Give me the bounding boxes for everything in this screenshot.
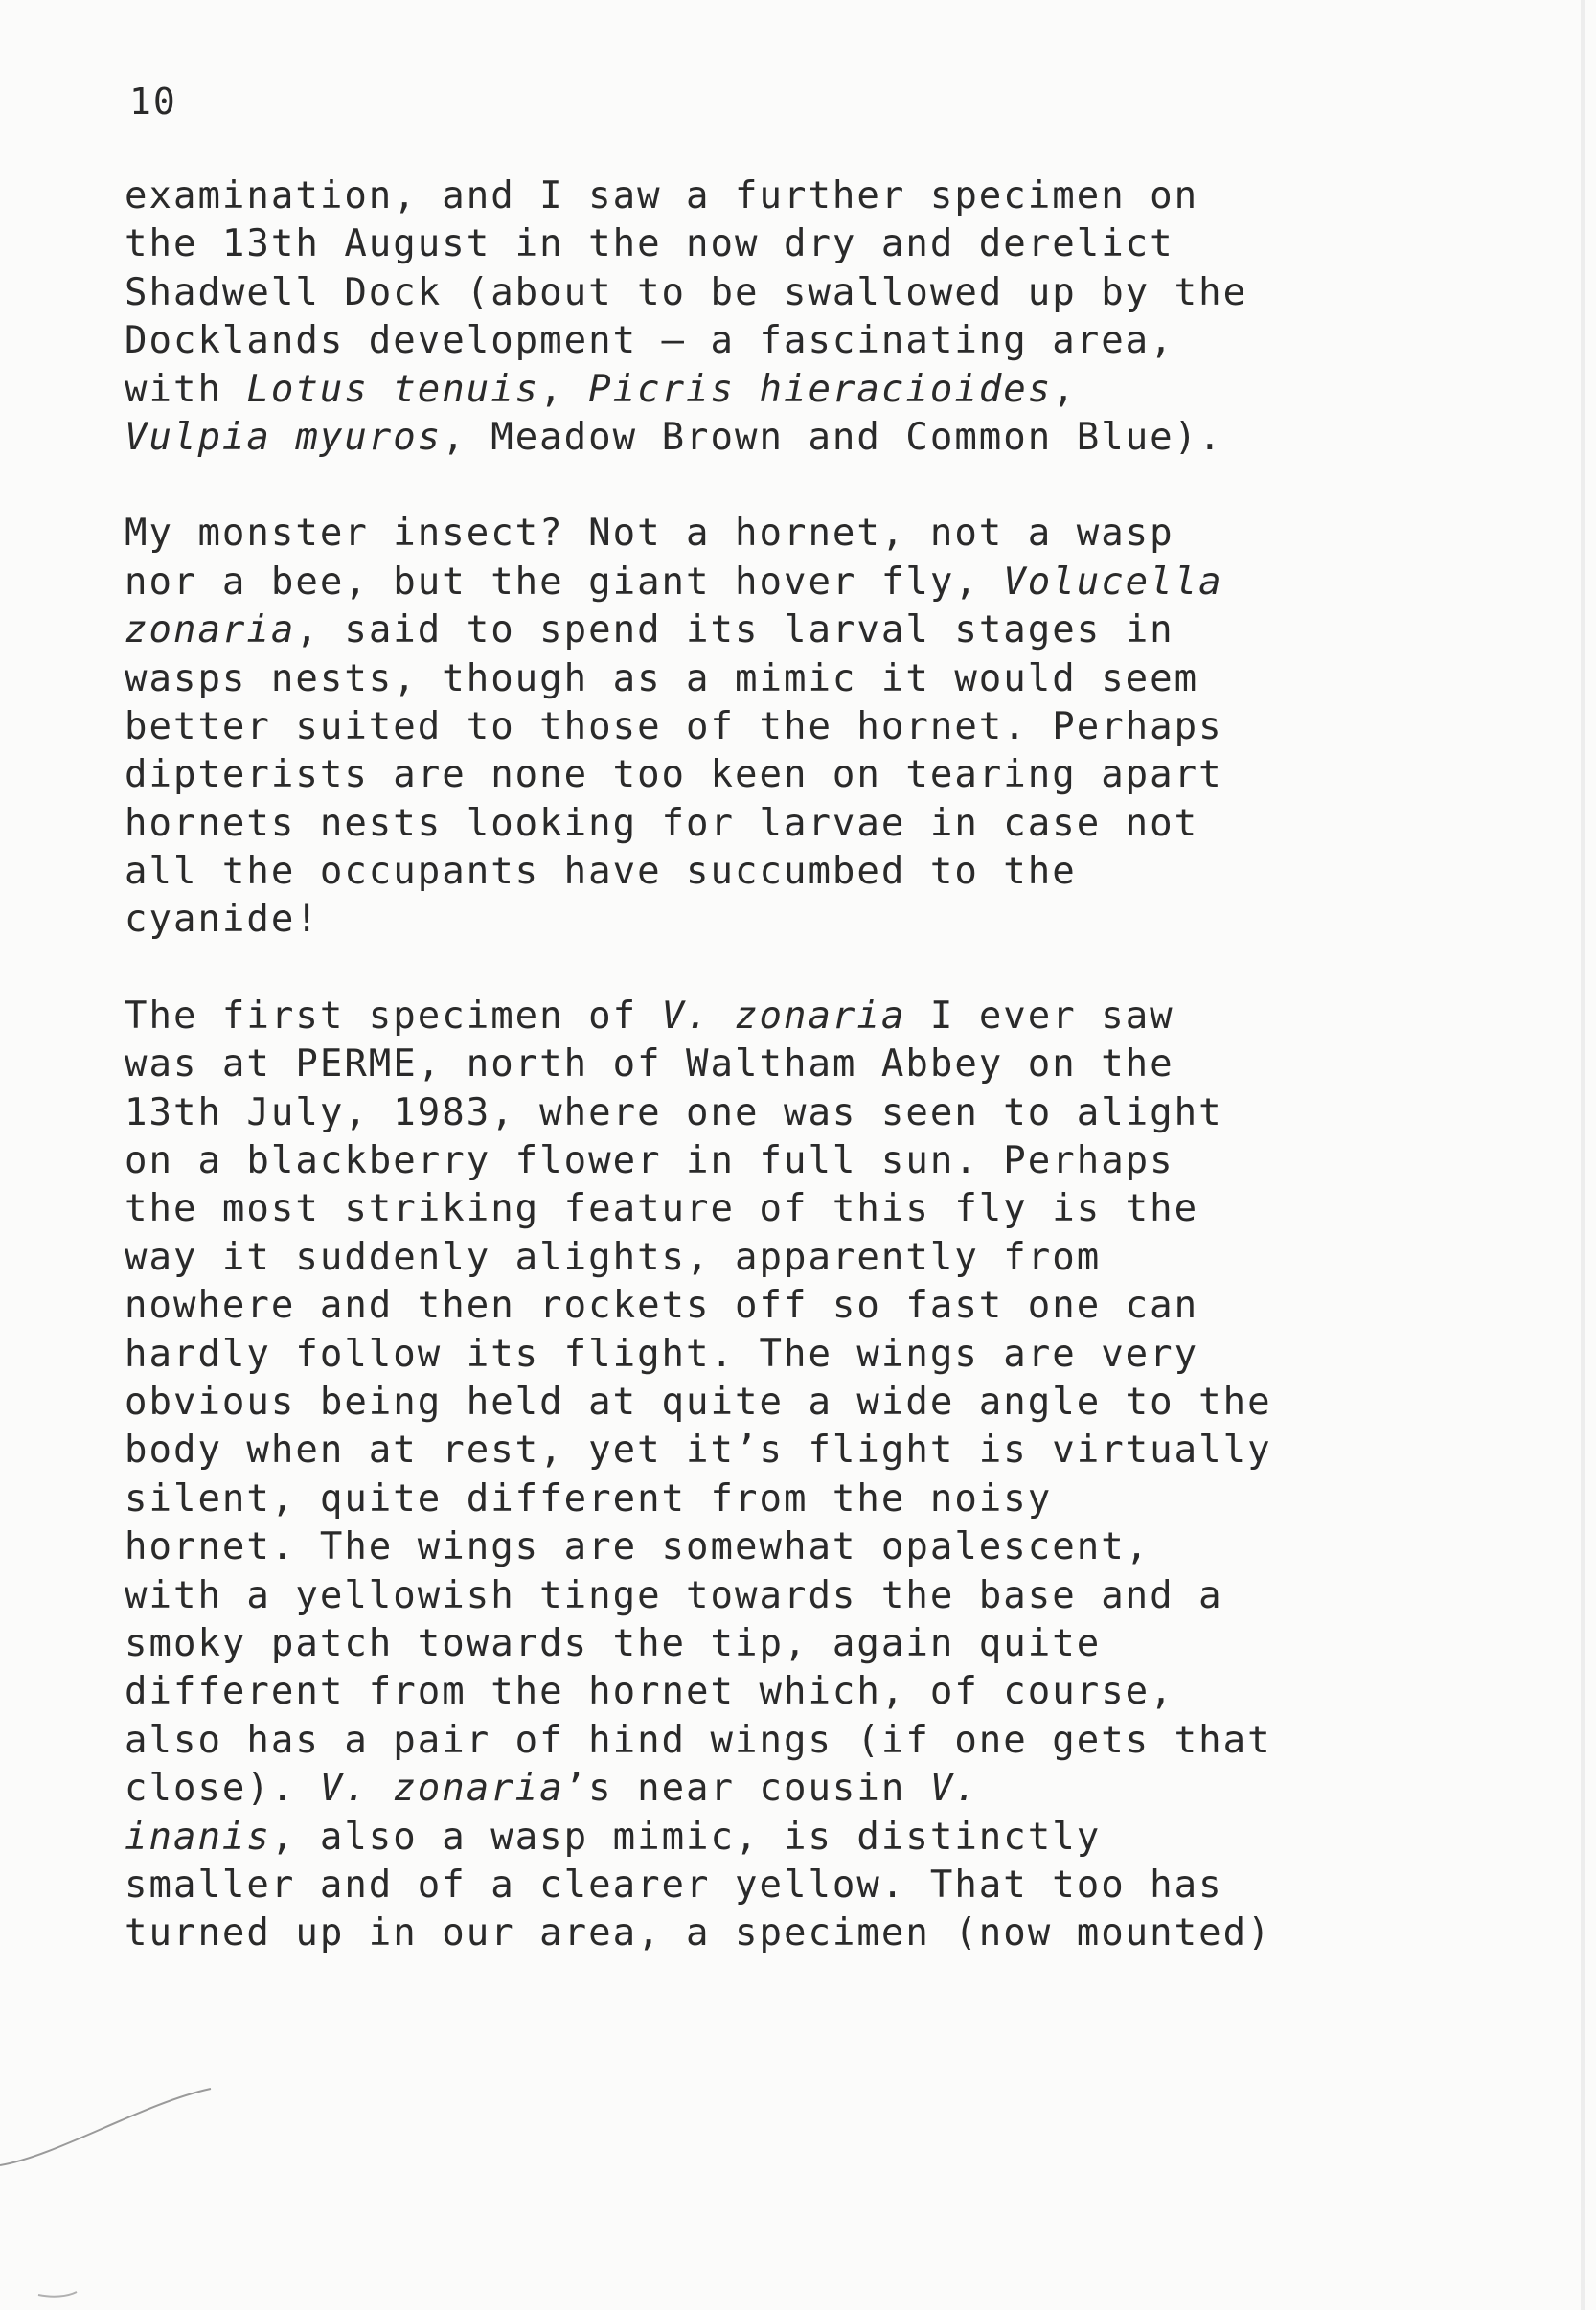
text-run: cyanide! — [125, 898, 320, 942]
text-run: was at PERME, north of Waltham Abbey on the — [125, 1042, 1174, 1086]
text-run: ’s near cousin — [563, 1767, 930, 1811]
text-run: smaller and of a clearer yellow. That too has — [125, 1863, 1223, 1907]
text-run: examination, and I saw a further specimen on — [125, 174, 1199, 217]
text-line — [125, 1137, 1504, 1185]
text-line — [125, 559, 1504, 606]
italic-text: Lotus tenuis — [246, 367, 540, 411]
text-line — [125, 172, 1504, 220]
text-run: better suited to those of the hornet. Perhaps — [125, 704, 1223, 748]
text-line — [125, 414, 1504, 462]
italic-text: V. zonaria — [319, 1767, 564, 1811]
text-run: on a blackberry flower in full sun. Perhaps — [125, 1139, 1174, 1183]
text-line — [125, 703, 1504, 751]
text-run: hornet. The wings are somewhat opalescent, — [125, 1525, 1151, 1569]
text-line — [125, 1089, 1504, 1137]
text-run: with — [125, 367, 247, 411]
paragraph — [125, 510, 1504, 945]
text-run: My monster insect? Not a hornet, not a wasp — [125, 512, 1174, 556]
text-line — [125, 655, 1504, 703]
text-run: The first specimen of — [125, 994, 662, 1038]
text-line — [125, 800, 1504, 848]
text-line — [125, 1234, 1504, 1282]
text-line — [125, 1331, 1504, 1379]
text-line — [125, 366, 1504, 414]
text-run: hardly follow its flight. The wings are very — [125, 1332, 1199, 1376]
text-run: , — [539, 367, 589, 411]
text-line — [125, 1572, 1504, 1620]
text-run: way it suddenly alights, apparently from — [125, 1235, 1102, 1279]
text-line — [125, 1379, 1504, 1427]
text-line — [125, 1765, 1504, 1813]
text-run: obvious being held at quite a wide angle to the — [125, 1380, 1272, 1424]
page-number: 10 — [129, 80, 177, 123]
text-line — [125, 1427, 1504, 1475]
text-run: nor a bee, but the giant hover fly, — [125, 560, 1004, 604]
italic-text: Vulpia myuros — [125, 415, 443, 459]
article-body — [125, 172, 1504, 2006]
paragraph — [125, 993, 1504, 1958]
text-run: , also a wasp mimic, is distinctly — [270, 1815, 1102, 1859]
text-run: Shadwell Dock (about to be swallowed up by the — [125, 270, 1248, 314]
text-line — [125, 1717, 1504, 1765]
text-run: turned up in our area, a specimen (now mounted) — [125, 1911, 1272, 1955]
text-run: 13th July, 1983, where one was seen to alight — [125, 1090, 1223, 1134]
text-run: , said to spend its larval stages in — [295, 608, 1174, 652]
italic-text: Picris hieracioides — [588, 367, 1053, 411]
text-line — [125, 1523, 1504, 1571]
text-line — [125, 317, 1504, 365]
italic-text: V. — [929, 1767, 979, 1811]
text-run: silent, quite different from the noisy — [125, 1476, 1053, 1521]
text-run: body when at rest, yet it’s flight is virtually — [125, 1429, 1272, 1473]
italic-text: inanis — [125, 1815, 271, 1859]
text-line — [125, 1620, 1504, 1668]
text-run: I ever saw — [905, 994, 1174, 1038]
text-line — [125, 896, 1504, 944]
text-line — [125, 848, 1504, 896]
paragraph — [125, 172, 1504, 462]
text-run: , Meadow Brown and Common Blue). — [442, 415, 1223, 459]
text-run: also has a pair of hind wings (if one gets that — [125, 1718, 1272, 1762]
text-line — [125, 220, 1504, 268]
text-line — [125, 1475, 1504, 1523]
text-line — [125, 751, 1504, 799]
text-line — [125, 1668, 1504, 1716]
text-run: all the occupants have succumbed to the — [125, 850, 1077, 894]
text-run: smoky patch towards the tip, again quite — [125, 1621, 1102, 1665]
text-line — [125, 1282, 1504, 1330]
text-line — [125, 1814, 1504, 1862]
text-line — [125, 1862, 1504, 1910]
text-run: hornets nests looking for larvae in case not — [125, 801, 1199, 845]
text-line — [125, 993, 1504, 1041]
italic-text: zonaria — [125, 608, 296, 652]
text-run: Docklands development – a fascinating area, — [125, 319, 1174, 363]
text-run: dipterists are none too keen on tearing apart — [125, 753, 1223, 797]
text-run: different from the hornet which, of course, — [125, 1670, 1174, 1714]
text-line — [125, 1910, 1504, 1957]
text-run: the 13th August in the now dry and derelict — [125, 222, 1174, 266]
text-line — [125, 1041, 1504, 1088]
text-run: with a yellowish tinge towards the base and a — [125, 1573, 1223, 1617]
text-line — [125, 606, 1504, 654]
text-line — [125, 1185, 1504, 1233]
text-run: wasps nests, though as a mimic it would seem — [125, 656, 1199, 700]
text-run: nowhere and then rockets off so fast one can — [125, 1284, 1199, 1328]
italic-text: V. zonaria — [661, 994, 906, 1038]
text-line — [125, 269, 1504, 317]
text-run: the most striking feature of this fly is the — [125, 1187, 1199, 1231]
italic-text: Volucella — [1003, 560, 1223, 604]
text-line — [125, 510, 1504, 558]
text-run: , — [1052, 367, 1077, 411]
text-run: close). — [125, 1767, 320, 1811]
